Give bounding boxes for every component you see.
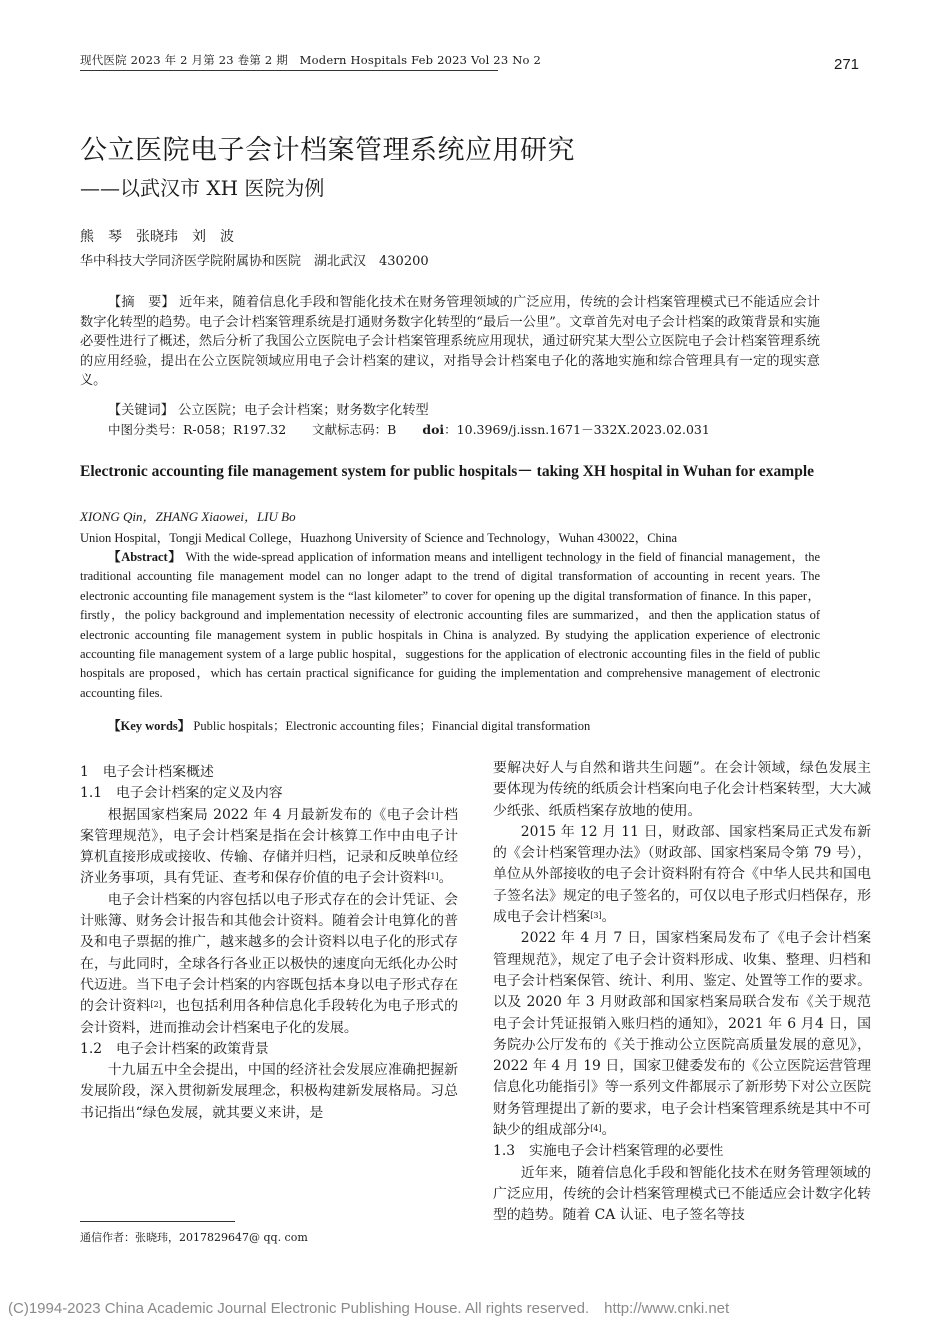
paragraph-text: 2015 年 12 月 11 日，财政部、国家档案局正式发布新的《会计档案管理办法》（财政部、国家档案局令第 79 号），单位从外部接收的电子会计资料附有符合《中华人民共和国电子签名法》规定的电子签名的，可仅以电子形式归档保存，形成电子会计档案 [493, 823, 871, 926]
english-keywords-text: Public hospitals；Electronic accounting files；Financial digital transformation [190, 719, 591, 733]
corresponding-author-footnote: 通信作者：张晓玮，2017829647@ qq. com [80, 1231, 308, 1244]
english-keywords [108, 716, 590, 734]
paragraph-end: ，也包括利用各种信息化手段转化为电子形式的会计资料，进而推动会计档案电子化的发展。 [80, 998, 458, 1036]
citation-ref: [1] [427, 872, 439, 882]
english-abstract-text: With the wide-spread application of information means and intelligent technology in the field of financial management，the traditional accounting file management model can no longer adapt to the trend of digital transformation of accounting in recent years. The electronic accounting file management system is the “last kilometer” to cover for opening up the digital transformation of finance. In this paper，firstly，the policy background and implementation necessity of electronic accounting files are summarized，and then the application status of electronic accounting file management system in public hospitals in China is analyzed. By studying the application experience of electronic accounting file management system of a large public hospital，suggestions for the application of electronic accounting files in the field of public hospitals are proposed，which has certain practical significance for guiding the implementation and comprehensive management of electronic accounting files. [80, 550, 821, 700]
paragraph-end: 。 [601, 1122, 616, 1139]
keywords-label: 【关键词】 [108, 403, 174, 418]
paragraph-end: 。 [601, 909, 616, 926]
paragraph: 近年来，随着信息化手段和智能化技术在财务管理领域的广泛应用，传统的会计档案管理模式已不能适应会计数字化转型的趋势。随着 CA 认证、电子签名等技 [493, 1164, 871, 1224]
body-left-column [80, 762, 458, 1124]
header-divider [80, 70, 498, 71]
footnote-divider [80, 1221, 235, 1222]
section-heading-1-2: 1.2 电子会计档案的政策背景 [80, 1040, 269, 1057]
english-affiliation: Union Hospital，Tongji Medical College，Huazhong University of Science and Technology，Wuhan 430022，China [80, 531, 678, 545]
citation-ref: [3] [590, 911, 602, 921]
section-heading-1: 1 电子会计档案概述 [80, 764, 214, 780]
paragraph [493, 822, 871, 928]
paragraph [80, 890, 458, 1039]
article-subtitle: ——以武汉市 XH 医院为例 [80, 176, 325, 200]
doi-label: doi [422, 422, 445, 437]
english-authors: XIONG Qin，ZHANG Xiaowei，LIU Bo [80, 509, 296, 524]
paragraph-text: 根据国家档案局 2022 年 4 月最新发布的《电子会计档案管理规范》，电子会计档案是指在会计核算工作中由电子计算机直接形成或接收、传输、存储并归档，记录和反映单位经济业务事项，具有凭证、查考和保存价值的电子会计资料 [80, 806, 458, 887]
paragraph-text: 2022 年 4 月 7 日，国家档案局发布了《电子会计档案管理规范》，规定了电子会计资料形成、收集、整理、归档和电子会计档案保管、统计、利用、鉴定、处置等工作的要求。以及 2020 年 3 月财政部和国家档案局联合发布《关于规范电子会计凭证报销入账归档的通知》，2021 年 6 月4 日，国务院办公厅发布的《关于推动公立医院高质量发展的意见》，2022 年 4 月 19 日，国家卫健委发布的《公立医院运营管理信息化功能指引》等一系列文件都展示了新形势下对公立医院财务管理提出了新的要求，电子会计档案管理系统是其中不可缺少的组成部分 [493, 930, 871, 1139]
journal-header: 现代医院 2023 年 2 月第 23 卷第 2 期 Modern Hospitals Feb 2023 Vol 23 No 2 [80, 53, 541, 67]
abstract-text: 近年来，随着信息化手段和智能化技术在财务管理领域的广泛应用，传统的会计档案管理模式已不能适应会计数字化转型的趋势。电子会计档案管理系统是打通财务数字化转型的“最后一公里”。文章首先对电子会计档案的政策背景和实施必要性进行了概述，然后分析了我国公立医院电子会计档案管理系统应用现状，通过研究某大型公立医院电子会计档案管理系统的应用经验，提出在公立医院领域应用电子会计档案的建议，对指导会计档案电子化的落地实施和综合管理具有一定的现实意义。 [80, 295, 821, 388]
paragraph: 要解决好人与自然和谐共生问题”。在会计领域，绿色发展主要体现为传统的纸质会计档案向电子化会计档案转型，大大减少纸张、纸质档案存放地的使用。 [493, 760, 871, 819]
english-abstract-label: 【Abstract】 [108, 550, 182, 564]
article-title: 公立医院电子会计档案管理系统应用研究 [80, 135, 575, 166]
english-title: Electronic accounting file management system for public hospitals－ taking XH hospital in Wuhan for example [80, 463, 815, 480]
english-abstract [80, 548, 820, 703]
clc-number: 中图分类号：R-058；R197.32 [108, 422, 287, 437]
doi-value: ：10.3969/j.issn.1671－332X.2023.02.031 [444, 422, 710, 437]
section-heading-1-1: 1.1 电子会计档案的定义及内容 [80, 785, 283, 802]
chinese-keywords [108, 399, 429, 418]
copyright-watermark: (C)1994-2023 China Academic Journal Electronic Publishing House. All rights reserved. http://www.cnki.net [8, 1300, 730, 1317]
author-list: 熊 琴 张晓玮 刘 波 [80, 229, 234, 245]
chinese-abstract [80, 293, 820, 391]
abstract-label: 【摘 要】 [108, 295, 175, 310]
keywords-text: 公立医院；电子会计档案；财务数字化转型 [173, 403, 429, 418]
paragraph-text: 电子会计档案的内容包括以电子形式存在的会计凭证、会计账簿、财务会计报告和其他会计资料。随着会计电算化的普及和电子票据的推广，越来越多的会计资料以电子化的形式存在，与此同时，全球各行各业正以极快的速度向无纸化办公时代迈进。当下电子会计档案的内容既包括本身以电子形式存在的会计资料 [80, 891, 458, 1015]
paragraph [493, 928, 871, 1141]
paragraph-end: 。 [438, 870, 453, 887]
author-affiliation: 华中科技大学同济医学院附属协和医院 湖北武汉 430200 [80, 254, 429, 269]
body-right-column [493, 758, 871, 1227]
section-heading-1-3: 1.3 实施电子会计档案管理的必要性 [493, 1143, 724, 1160]
page-number: 271 [834, 56, 860, 73]
paragraph [80, 805, 458, 890]
classification-line [108, 420, 710, 438]
citation-ref: [4] [590, 1124, 602, 1134]
english-keywords-label: 【Key words】 [108, 719, 191, 733]
paragraph: 十九届五中全会提出，中国的经济社会发展应准确把握新发展阶段，深入贯彻新发展理念，积极构建新发展格局。习总书记指出“绿色发展，就其要义来讲，是 [80, 1062, 458, 1121]
citation-ref: [2] [150, 1000, 162, 1010]
document-code: 文献标志码：B [312, 422, 397, 437]
